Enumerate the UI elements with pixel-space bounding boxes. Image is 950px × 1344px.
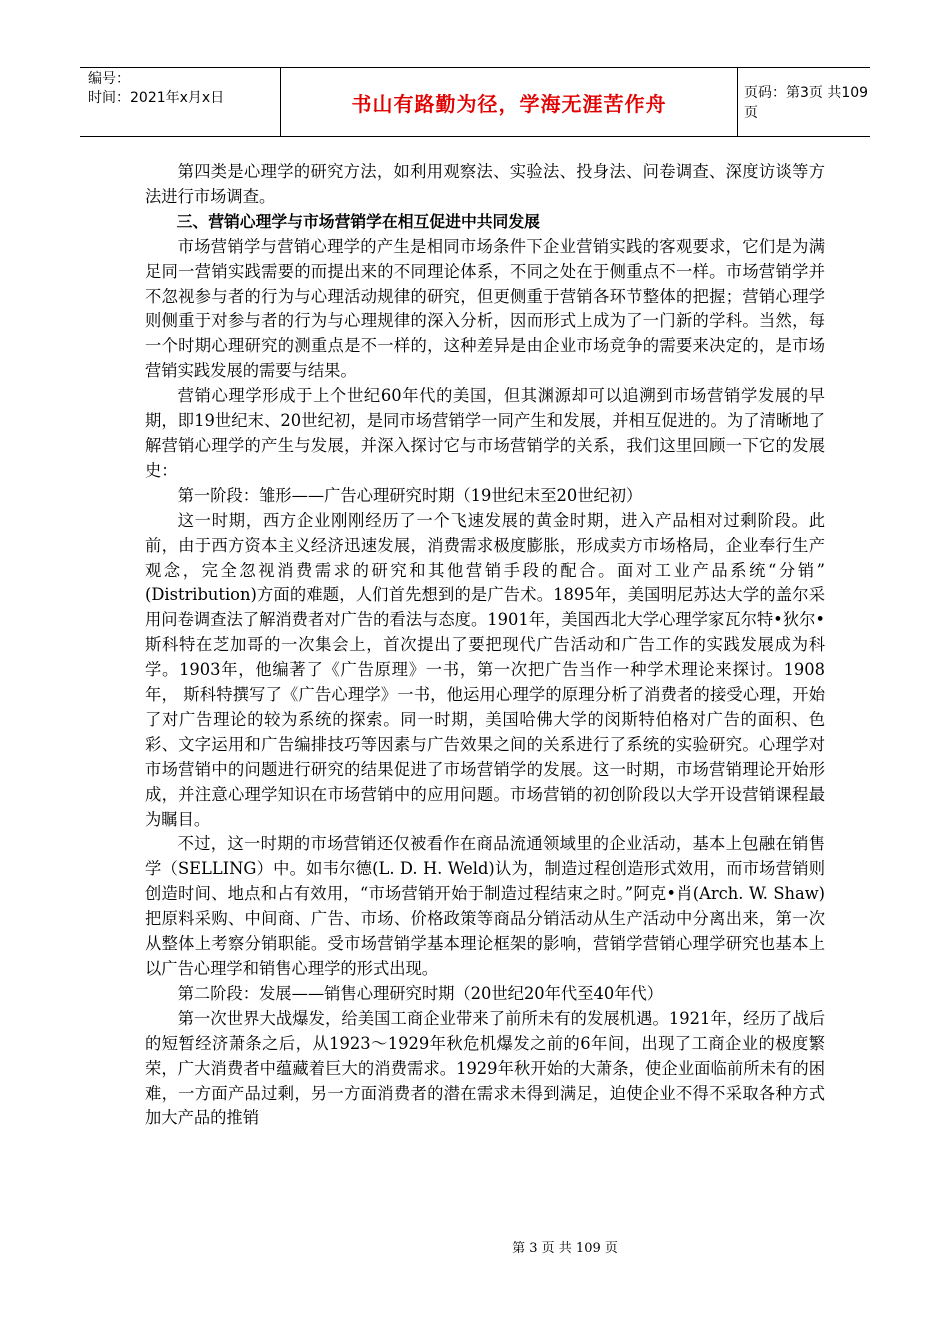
number-label: 编号： [88, 71, 130, 87]
page-footer: 第 3 页 共 109 页 [512, 1241, 618, 1256]
header-page-info: 页码：第3页 共109页 [744, 85, 869, 121]
paragraph: 市场营销学与营销心理学的产生是相同市场条件下企业营销实践的客观要求，它们是为满足同一营销实践需要的而提出来的不同理论体系，不同之处在于侧重点不一样。市场营销学并不忽视参与者的行为与心理活动规律的研究，但更侧重于营销各环节整体的把握；营销心理学则侧重于对参与者的行为与心理规律的深入分析，因而形式上成为了一门新的学科。当然，每一个时期心理研究的测重点是不一样的，这种差异是由企业市场竞争的需要来决定的，是市场营销实践发展的需要与结果。 [145, 236, 825, 381]
paragraph: 营销心理学形成于上个世纪60年代的美国，但其渊源却可以追溯到市场营销学发展的早期，即19世纪末、20世纪初，是同市场营销学一同产生和发展，并相互促进的。为了清晰地了解营销心理学的产生与发展，并深入探讨它与市场营销学的关系，我们这里回顾一下它的发展史： [145, 386, 825, 480]
paragraph: 这一时期，西方企业刚刚经历了一个飞速发展的黄金时期，进入产品相对过剩阶段。此前，由于西方资本主义经济迅速发展，消费需求极度膨胀，形成卖方市场格局，企业奉行生产观念，完全忽视消费需求的研究和其他营销手段的配合。面对工业产品系统“分销” (Distribution)方面的难题，人们首先想到的是广告术。1895年，美国明尼苏达大学的盖尔采用问卷调查法了解消费者对广告的看法与态度。1901年，美国西北大学心理学家瓦尔特•狄尔•斯科特在芝加哥的一次集会上，首次提出了要把现代广告活动和广告工作的实践发展成为科学。1903年，他编著了《广告原理》一书，第一次把广告当作一种学术理论来探讨。1908年， 斯科特撰写了《广告心理学》一书，他运用心理学的原理分析了消费者的接受心理，开始了对广告理论的较为系统的探索。同一时期，美国哈佛大学的闵斯特伯格对广告的面积、色彩、文字运用和广告编排技巧等因素与广告效果之间的关系进行了系统的实验研究。心理学对市场营销中的问题进行研究的结果促进了市场营销学的发展。这一时期，市场营销理论开始形成，并注意心理学知识在市场营销中的应用问题。市场营销的初创阶段以大学开设营销课程最为瞩目。 [145, 510, 825, 829]
paragraph: 第一次世界大战爆发，给美国工商企业带来了前所未有的发展机遇。1921年，经历了战后的短暂经济萧条之后，从1923～1929年秋危机爆发之前的6年间，出现了工商企业的极度繁荣，广大消费者中蕴藏着巨大的消费需求。1929年秋开始的大萧条，使企业面临前所未有的困难，一方面产品过剩，另一方面消费者的潜在需求未得到满足，迫使企业不得不采取各种方式加大产品的推销 [145, 1008, 825, 1128]
header-motto: 书山有路勤为径，学海无涯苦作舟 [280, 68, 738, 136]
paragraph: 不过，这一时期的市场营销还仅被看作在商品流通领域里的企业活动，基本上包融在销售学（SELLING）中。如韦尔德(L. D. H. Weld)认为，制造过程创造形式效用，而市场营销则创造时间、地点和占有效用，“市场营销开始于制造过程结束之时。”阿克•肖(Arch. W. Shaw)把原料采购、中间商、广告、市场、价格政策等商品分销活动从生产活动中分离出来，第一次从整体上考察分销职能。受市场营销学基本理论框架的影响，营销学营销心理学研究也基本上以广告心理学和销售心理学的形式出现。 [145, 834, 825, 978]
stage-heading: 第一阶段：雏形——广告心理研究时期（19世纪末至20世纪初） [177, 485, 643, 505]
paragraph: 第四类是心理学的研究方法，如利用观察法、实验法、投身法、问卷调查、深度访谈等方法进行市场调查。 [145, 162, 825, 206]
body-text [145, 160, 825, 1131]
page-header [80, 67, 870, 137]
stage-heading: 第二阶段：发展——销售心理研究时期（20世纪20年代至40年代） [177, 983, 664, 1003]
section-heading: 三、营销心理学与市场营销学在相互促进中共同发展 [176, 211, 540, 231]
header-meta [88, 70, 224, 108]
time-label: 时间：2021年x月x日 [88, 90, 225, 106]
